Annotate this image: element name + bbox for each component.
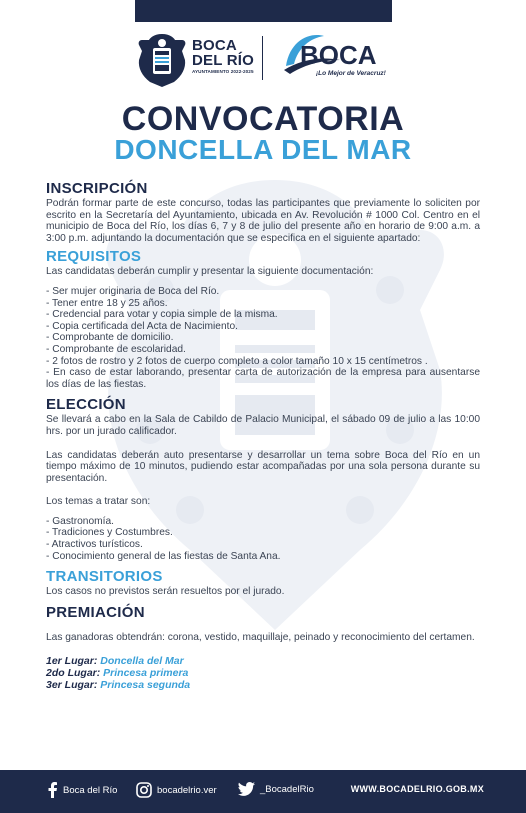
municipal-seal-icon [136,32,188,88]
prize-place: 1er Lugar: [46,655,98,668]
boca-logo-text: BOCA [300,40,377,70]
title-convocatoria: CONVOCATORIA [121,100,405,138]
prize-row [46,655,480,667]
footer-bar [0,770,526,813]
header-logos [0,30,526,90]
website-link[interactable]: WWW.BOCADELRIO.GOB.MX [350,784,484,794]
list-item: - En caso de estar laborando, presentar carta de autorización de la empresa para ausentarse los días de las fiestas. [46,367,480,390]
boca-brand-logo [280,30,390,90]
top-bar [135,0,392,22]
wordmark-line3: AYUNTAMIENTO 2022-2025 [192,69,254,74]
list-item: - Comprobante de domicilio. [46,332,174,344]
eleccion-paragraph-1: Se llevará a cabo en la Sala de Cabildo de Palacio Municipal, el sábado 09 de julio a las 10:00 hrs. por un jurado calificador. [46,414,480,437]
boca-del-rio-wordmark [192,38,254,75]
list-item: - Gastronomía. [46,515,114,527]
heading-eleccion: ELECCIÓN [46,396,126,414]
prize-row [46,667,480,679]
list-item: - Credencial para votar y copia simple de la misma. [46,309,278,321]
logo-divider [262,36,263,80]
premiacion-text: Las ganadoras obtendrán: corona, vestido, maquillaje, peinado y reconocimiento del certamen. [46,631,475,643]
list-item: - Comprobante de escolaridad. [46,343,186,355]
twitter-label: _BocadelRio [260,783,314,795]
list-item: - Atractivos turísticos. [46,539,143,551]
title-doncella: DONCELLA DEL MAR [114,134,412,165]
instagram-label: bocadelrio.ver [157,784,217,796]
wordmark-line2: DEL RÍO [192,52,254,69]
wordmark-line1: BOCA [192,37,237,54]
topics-list [46,516,480,562]
prize-row [46,679,480,691]
prize-title: Princesa primera [103,667,189,680]
eleccion-paragraph-2: Las candidatas deberán auto presentarse y desarrollar un tema sobre Boca del Río en un tiempo máximo de 10 minutos, pudiendo estar acompañadas por una sola persona durante su presentación. [46,449,480,484]
heading-transitorios: TRANSITORIOS [46,568,163,586]
footer-facebook[interactable] [46,782,117,798]
inscripcion-text: Podrán formar parte de este concurso, todas las participantes que previamente lo soliciten por escrito en la Secretaría del Ayuntamiento, ubicada en Av. Revolución # 1000 Col. Centro en el municipio de Boca del Río, los días 6, 7 y 8 de julio del presente año en horario de 9:00 a.m. a 3:00 p.m. adjuntando la documentación que se especifica en el siguiente apartado: [46,198,480,244]
prize-title: Doncella del Mar [100,655,184,668]
facebook-icon [46,782,58,798]
topics-intro: Los temas a tratar son: [46,496,151,508]
requisitos-intro: Las candidatas deberán cumplir y presentar la siguiente documentación: [46,266,374,278]
transitorios-text: Los casos no previstos serán resueltos por el jurado. [46,586,285,598]
footer-twitter[interactable] [238,782,314,796]
footer-instagram[interactable] [136,782,217,798]
heading-premiacion: PREMIACIÓN [46,603,145,621]
facebook-label: Boca del Río [63,784,118,796]
list-item: - Conocimiento general de las fiestas de Santa Ana. [46,550,281,562]
list-item: - Tener entre 18 y 25 años. [46,297,168,309]
prize-place: 3er Lugar: [46,679,98,692]
prize-title: Princesa segunda [100,679,191,692]
list-item: - Ser mujer originaria de Boca del Río. [46,285,220,297]
list-item: - Tradiciones y Costumbres. [46,527,173,539]
boca-tagline: ¡Lo Mejor de Veracruz! [316,70,386,77]
list-item: - 2 fotos de rostro y 2 fotos de cuerpo completo a color tamaño 10 x 15 centímetros . [46,355,428,367]
requisitos-list [46,286,480,390]
main-content [46,180,480,691]
list-item: - Copia certificada del Acta de Nacimiento. [46,320,238,332]
instagram-icon [136,782,152,798]
twitter-icon [238,782,255,796]
heading-inscripcion: INSCRIPCIÓN [46,180,148,197]
heading-requisitos: REQUISITOS [46,248,142,266]
prize-place: 2do Lugar: [46,667,101,680]
